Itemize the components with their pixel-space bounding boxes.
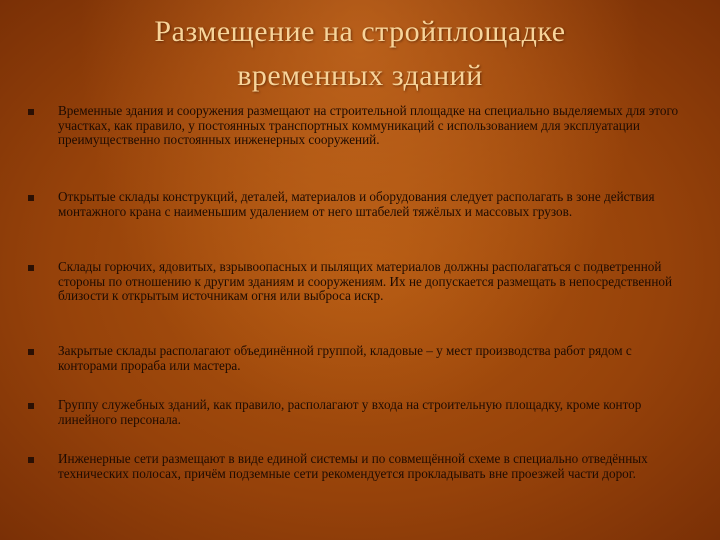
- bullet-text: Открытые склады конструкций, деталей, материалов и оборудования следует располагать в зоне действия монтажного крана с наименьшим удалением от него штабелей тяжёлых и массовых грузов.: [58, 189, 655, 219]
- bullet-text: Инженерные сети размещают в виде единой системы и по совмещённой схеме в специально отведённых технических полосах, причём подземные сети рекомендуется прокладывать вне проезжей части дорог.: [58, 451, 648, 481]
- bullet-item: [28, 344, 688, 373]
- bullet-item: [28, 190, 688, 219]
- square-bullet-icon: [28, 403, 34, 409]
- bullet-text: Группу служебных зданий, как правило, располагают у входа на строительную площадку, кроме контор линейного персонала.: [58, 397, 642, 427]
- slide-title: [40, 10, 680, 98]
- bullet-text: Временные здания и сооружения размещают на строительной площадке на специально выделяемых для этого участках, как правило, у постоянных транспортных коммуникаций с использованием для эксплуатации преимущественно постоянных инженерных сооружений.: [58, 103, 679, 147]
- bullet-item: [28, 104, 688, 148]
- square-bullet-icon: [28, 109, 34, 115]
- square-bullet-icon: [28, 349, 34, 355]
- bullet-item: [28, 260, 688, 304]
- square-bullet-icon: [28, 265, 34, 271]
- square-bullet-icon: [28, 457, 34, 463]
- bullet-item: [28, 452, 688, 481]
- slide-title-line-2: временных зданий: [237, 59, 483, 92]
- slide-title-line-1: Размещение на стройплощадке: [154, 15, 566, 48]
- bullet-text: Закрытые склады располагают объединённой группой, кладовые – у мест производства работ рядом с конторами прораба или мастера.: [58, 343, 632, 373]
- bullet-item: [28, 398, 688, 427]
- square-bullet-icon: [28, 195, 34, 201]
- bullet-text: Склады горючих, ядовитых, взрывоопасных и пылящих материалов должны располагаться с подветренной стороны по отношению к другим зданиям и сооружениям. Их не допускается размещать в непосредственной близости к открытым источникам огня или выброса искр.: [58, 259, 673, 303]
